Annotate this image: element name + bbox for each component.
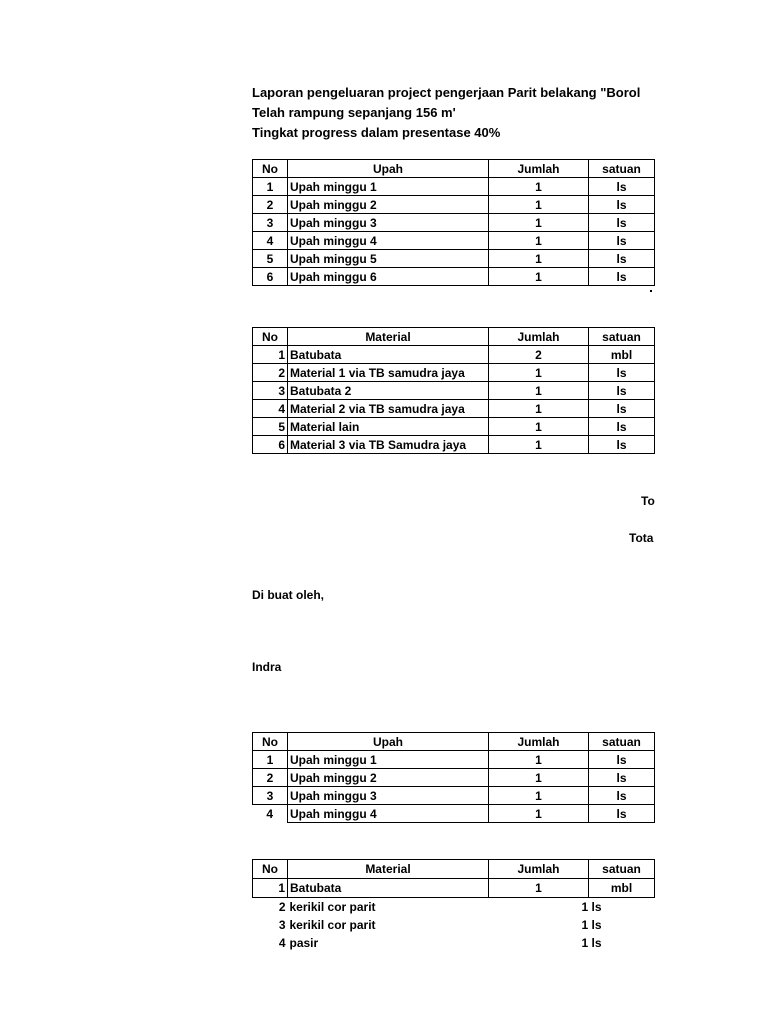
table-row (253, 898, 655, 917)
table-row (253, 787, 655, 805)
cell-jumlah: 1 (489, 751, 589, 769)
cell-no: 3 (253, 787, 288, 805)
cell-item: kerikil cor parit (289, 900, 376, 914)
cell-satuan: mbl (589, 346, 655, 364)
column-header-no: No (253, 160, 288, 178)
spreadsheet-page (252, 0, 655, 1024)
cell-jumlah: 1 ls (581, 918, 602, 932)
table-row (253, 268, 655, 286)
material-table-2 (252, 859, 655, 952)
table-header-row (253, 160, 655, 178)
cell-item: Upah minggu 2 (288, 769, 489, 787)
total-label-2: Tota (629, 531, 654, 545)
column-header-upah: Upah (288, 160, 489, 178)
table-row (253, 751, 655, 769)
table-header-row (253, 328, 655, 346)
cell-no: 2 (278, 900, 286, 914)
cell-no: 4 (253, 805, 288, 823)
signature-label: Di buat oleh, (252, 588, 324, 602)
material-table-1 (252, 327, 655, 454)
cell-no: 3 (278, 918, 286, 932)
table-row (253, 346, 655, 364)
cell-jumlah: 1 (489, 879, 589, 898)
cell-no: 4 (253, 232, 288, 250)
cell-jumlah: 1 (489, 178, 589, 196)
cell-no: 2 (253, 769, 288, 787)
table-row (253, 916, 655, 934)
cell-jumlah: 1 (489, 268, 589, 286)
cell-no: 1 (253, 346, 288, 364)
cell-no: 5 (253, 250, 288, 268)
column-header-jumlah: Jumlah (489, 733, 589, 751)
table-row (253, 805, 655, 823)
table-header-row (253, 860, 655, 879)
cell-item: Batubata (288, 879, 489, 898)
cell-no: 2 (253, 364, 288, 382)
cell-no: 4 (278, 936, 286, 950)
cell-jumlah: 1 (489, 382, 589, 400)
column-header-material: Material (288, 328, 489, 346)
cell-jumlah: 1 ls (581, 936, 602, 950)
table-row (253, 382, 655, 400)
table-row (253, 214, 655, 232)
column-header-jumlah: Jumlah (489, 328, 589, 346)
table-row (253, 418, 655, 436)
cell-no: 3 (253, 382, 288, 400)
cell-satuan: ls (589, 364, 655, 382)
report-title: Laporan pengeluaran project pengerjaan Parit belakang "Borol (252, 85, 641, 100)
table-row (253, 436, 655, 454)
cell-no: 5 (253, 418, 288, 436)
cell-item: pasir (289, 936, 319, 950)
table-row (253, 934, 655, 952)
cell-jumlah: 1 (489, 232, 589, 250)
table-row (253, 364, 655, 382)
cell-jumlah: 1 (489, 400, 589, 418)
cell-item: Upah minggu 2 (288, 196, 489, 214)
cell-satuan: ls (589, 196, 655, 214)
cell-item: Upah minggu 1 (288, 751, 489, 769)
table-row (253, 769, 655, 787)
cell-jumlah: 1 (489, 214, 589, 232)
column-header-jumlah: Jumlah (489, 160, 589, 178)
cell-jumlah: 1 (489, 436, 589, 454)
cell-jumlah: 1 (489, 250, 589, 268)
cell-item: Upah minggu 1 (288, 178, 489, 196)
cell-satuan: ls (589, 400, 655, 418)
column-header-no: No (253, 860, 288, 879)
cell-satuan: ls (589, 250, 655, 268)
cell-satuan: ls (589, 214, 655, 232)
cell-no: 2 (253, 196, 288, 214)
table-row (253, 196, 655, 214)
cell-item: Batubata 2 (288, 382, 489, 400)
cell-item: Material 1 via TB samudra jaya (288, 364, 489, 382)
column-header-satuan: satuan (589, 733, 655, 751)
cell-item: Material 3 via TB Samudra jaya (288, 436, 489, 454)
cell-satuan: ls (589, 805, 655, 823)
cell-edge-mark (650, 290, 652, 292)
table-row (253, 400, 655, 418)
cell-item: Material lain (288, 418, 489, 436)
cell-satuan: ls (589, 418, 655, 436)
cell-jumlah: 1 (489, 805, 589, 823)
column-header-no: No (253, 328, 288, 346)
cell-jumlah: 2 (489, 346, 589, 364)
column-header-satuan: satuan (589, 860, 655, 879)
cell-item: Upah minggu 3 (288, 214, 489, 232)
cell-item: Upah minggu 4 (288, 805, 489, 823)
column-header-jumlah: Jumlah (489, 860, 589, 879)
table-header-row (253, 733, 655, 751)
column-header-no: No (253, 733, 288, 751)
cell-jumlah: 1 ls (581, 900, 602, 914)
cell-jumlah: 1 (489, 787, 589, 805)
cell-jumlah: 1 (489, 418, 589, 436)
cell-item: Upah minggu 5 (288, 250, 489, 268)
cell-satuan: ls (589, 178, 655, 196)
progress-percentage: Tingkat progress dalam presentase 40% (252, 125, 501, 140)
signature-name: Indra (252, 660, 282, 674)
cell-no: 3 (253, 214, 288, 232)
cell-no: 4 (253, 400, 288, 418)
progress-length: Telah rampung sepanjang 156 m' (252, 105, 456, 120)
cell-no: 1 (253, 178, 288, 196)
wage-table-1 (252, 159, 655, 286)
cell-satuan: ls (589, 751, 655, 769)
column-header-satuan: satuan (589, 160, 655, 178)
total-label-1: To (641, 494, 655, 508)
column-header-satuan: satuan (589, 328, 655, 346)
cell-jumlah: 1 (489, 364, 589, 382)
table-row (253, 250, 655, 268)
cell-item: Material 2 via TB samudra jaya (288, 400, 489, 418)
cell-satuan: ls (589, 769, 655, 787)
cell-item: Upah minggu 3 (288, 787, 489, 805)
cell-no: 1 (253, 751, 288, 769)
cell-satuan: ls (589, 382, 655, 400)
cell-satuan: ls (589, 232, 655, 250)
cell-item: kerikil cor parit (289, 918, 376, 932)
cell-item: Batubata (288, 346, 489, 364)
cell-jumlah: 1 (489, 196, 589, 214)
cell-satuan: mbl (589, 879, 655, 898)
cell-no: 6 (253, 268, 288, 286)
cell-item: Upah minggu 6 (288, 268, 489, 286)
column-header-upah: Upah (288, 733, 489, 751)
cell-satuan: ls (589, 436, 655, 454)
column-header-material: Material (288, 860, 489, 879)
table-row (253, 178, 655, 196)
cell-no: 1 (253, 879, 288, 898)
cell-jumlah: 1 (489, 769, 589, 787)
cell-satuan: ls (589, 787, 655, 805)
cell-no: 6 (253, 436, 288, 454)
table-row (253, 879, 655, 898)
cell-item: Upah minggu 4 (288, 232, 489, 250)
wage-table-2 (252, 732, 655, 823)
cell-satuan: ls (589, 268, 655, 286)
table-row (253, 232, 655, 250)
